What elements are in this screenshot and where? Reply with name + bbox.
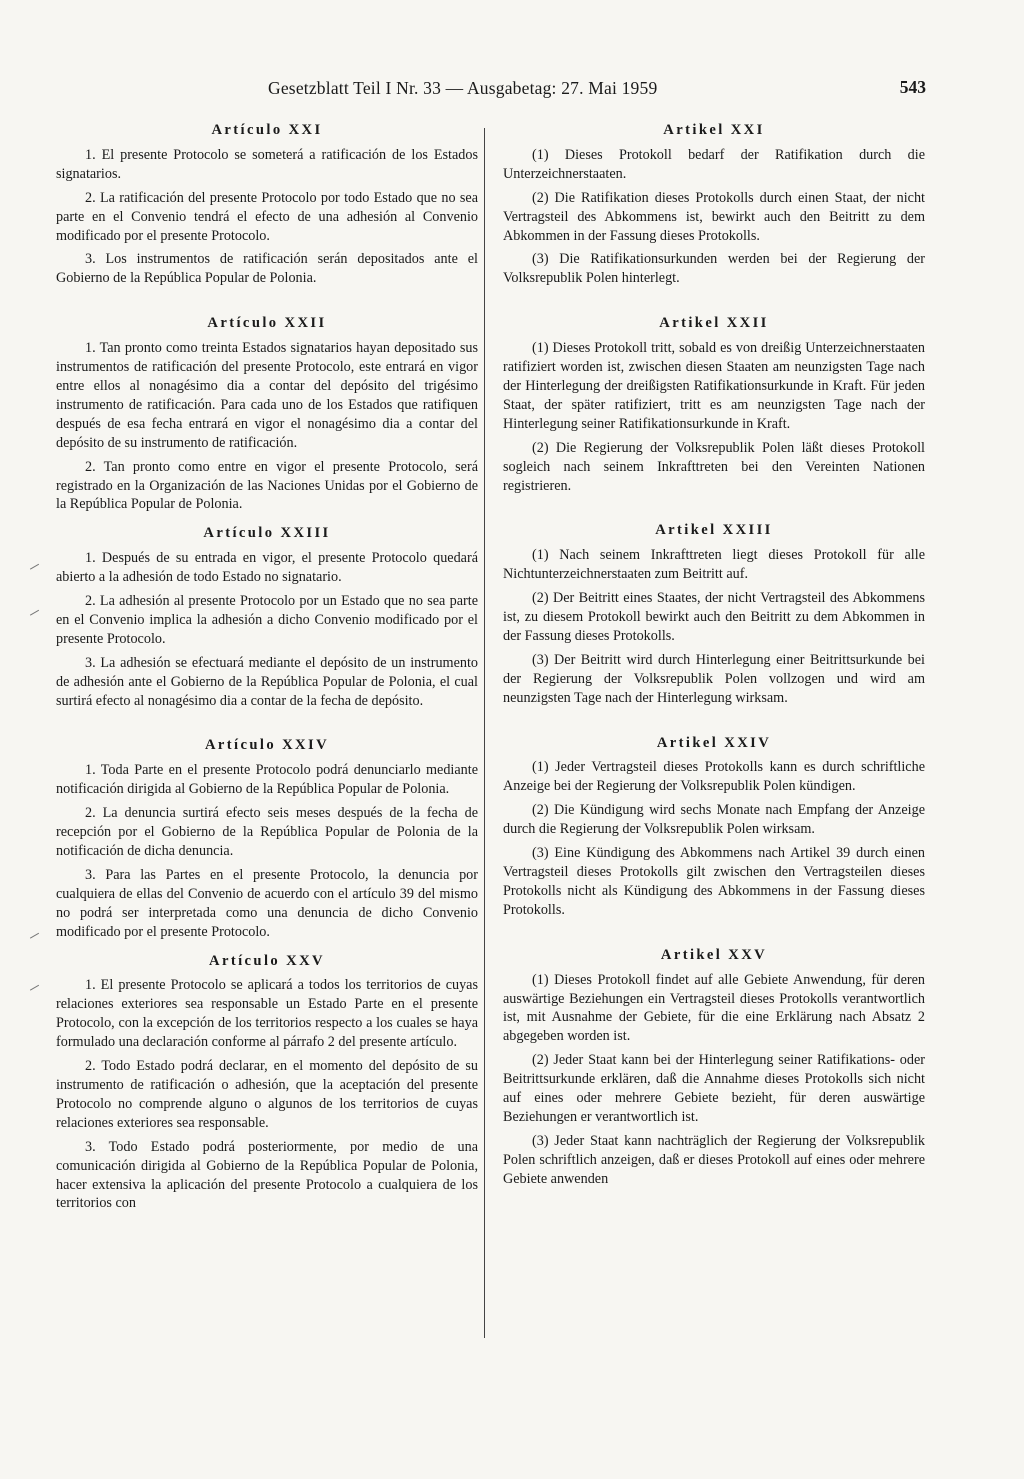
german-column bbox=[503, 121, 925, 1194]
article-heading: Artículo XXIV bbox=[204, 737, 330, 754]
article-paragraph: (3) Die Ratifikationsurkunden werden bei der Regierung der Volksrepublik Polen hinterlegt. bbox=[503, 251, 925, 287]
article-paragraph: (2) Die Ratifikation dieses Protokolls durch einen Staat, der nicht Vertragsteil des Abkommens ist, bewirkt auch den Beitritt zu dem Abkommen in der Fassung dieses Protokolls. bbox=[503, 189, 925, 244]
article-paragraph: (3) Eine Kündigung des Abkommens nach Artikel 39 durch einen Vertragsteil dieses Protokolls gilt zwischen den Vertragsteilen dieses Protokolls nicht als Kündigung des Abkommens in der Fassung dieses Protokolls. bbox=[503, 845, 925, 918]
margin-mark bbox=[30, 610, 40, 618]
articulo-xxiii bbox=[56, 524, 478, 710]
article-paragraph: (1) Jeder Vertragsteil dieses Protokolls kann es durch schriftliche Anzeige bei der Regierung der Volksrepublik Polen kündigen. bbox=[503, 759, 925, 795]
page-number: 543 bbox=[899, 77, 926, 97]
article-paragraph: 1. Toda Parte en el presente Protocolo podrá denunciarlo mediante notificación dirigida al Gobierno de la República Popular de Polonia. bbox=[56, 762, 478, 798]
article-paragraph: (2) Die Kündigung wird sechs Monate nach Empfang der Anzeige durch die Regierung der Volksrepublik Polen wirksam. bbox=[503, 802, 925, 838]
article-heading: Artikel XXIV bbox=[656, 734, 772, 751]
articulo-xxiv bbox=[56, 736, 478, 941]
artikel-xxv bbox=[503, 946, 925, 1189]
article-paragraph: (2) Jeder Staat kann bei der Hinterlegung seiner Ratifikations- oder Beitrittsurkunde erklären, daß die Annahme dieses Protokolls sich nicht auf eines oder mehrere Gebiete bezieht, für deren auswärtige Beziehungen er verantwortlich ist. bbox=[503, 1052, 925, 1125]
article-heading: Artículo XXV bbox=[209, 952, 325, 969]
article-heading: Artikel XXV bbox=[660, 946, 768, 963]
article-paragraph: 2. Tan pronto como entre en vigor el presente Protocolo, será registrado en la Organización de las Naciones Unidas por el Gobierno de la República Popular de Polonia. bbox=[56, 458, 478, 513]
header-title: Gesetzblatt Teil I Nr. 33 — Ausgabetag: 27. Mai 1959 bbox=[268, 78, 658, 98]
margin-mark bbox=[30, 985, 40, 993]
article-heading: Artículo XXII bbox=[207, 315, 327, 332]
article-paragraph: (1) Nach seinem Inkrafttreten liegt dieses Protokoll für alle Nichtunterzeichnerstaaten zum Beitritt auf. bbox=[503, 547, 925, 583]
articulo-xxi bbox=[56, 121, 478, 288]
article-paragraph: 1. Después de su entrada en vigor, el presente Protocolo quedará abierto a la adhesión de todo Estado no signatario. bbox=[56, 550, 478, 586]
page-header bbox=[56, 74, 926, 104]
article-paragraph: 3. Los instrumentos de ratificación serán depositados ante el Gobierno de la República Popular de Polonia. bbox=[56, 251, 478, 287]
article-paragraph: (3) Der Beitritt wird durch Hinterlegung einer Beitrittsurkunde bei der Regierung der Volksrepublik Polen vollzogen und wird am neunzigsten Tage nach der Hinterlegung wirksam. bbox=[503, 651, 925, 706]
artikel-xxii bbox=[503, 314, 925, 495]
margin-mark bbox=[30, 933, 40, 941]
article-paragraph: (1) Dieses Protokoll findet auf alle Gebiete Anwendung, für deren auswärtige Beziehungen ein Vertragsteil dieses Protokolls verantwortlich ist, mit Ausnahme der Gebiete, für die eine Erklärung nach Absatz 2 abgegeben worden ist. bbox=[503, 971, 925, 1045]
article-paragraph: 2. La ratificación del presente Protocolo por todo Estado que no sea parte en el Convenio tendrá el efecto de una adhesión al Convenio modificado por el presente Protocolo. bbox=[56, 189, 478, 244]
article-paragraph: 2. Todo Estado podrá declarar, en el momento del depósito de su instrumento de ratificación o adhesión, que la aceptación del presente Protocolo no comprende alguno o algunos de los territorios de cuyas relaciones exteriores sea responsable. bbox=[56, 1058, 478, 1131]
article-heading: Artikel XXIII bbox=[655, 522, 773, 539]
article-paragraph: (1) Dieses Protokoll bedarf der Ratifikation durch die Unterzeichnerstaaten. bbox=[503, 146, 925, 182]
article-paragraph: 2. La adhesión al presente Protocolo por un Estado que no sea parte en el Convenio implica la adhesión a dicho Convenio modificado por el presente Protocolo. bbox=[56, 593, 478, 647]
article-heading: Artikel XXII bbox=[659, 315, 769, 332]
articulo-xxv bbox=[56, 952, 478, 1214]
article-paragraph: (1) Dieses Protokoll tritt, sobald es von dreißig Unterzeichnerstaaten ratifiziert worden ist, zwischen diesen Staaten am neunzigsten Tage nach der Hinterlegung der dreißigsten Ratifikationsurkunde in Kraft. Für jeden Staat, der später ratifiziert, tritt es am neunzigsten Tage nach der Hinterlegung seiner Ratifikationsurkunde in Kraft. bbox=[503, 340, 925, 432]
article-paragraph: 1. Tan pronto como treinta Estados signatarios hayan depositado sus instrumentos de ratificación del presente Protocolo, este entrará en vigor entre ellos al nonagésimo dia a contar del depósito del trigésimo instrumento de ratificación. Para cada uno de los Estados que ratifiquen después de esa fecha entrará en vigor el nonagésimo dia a contar del depósito de su instrumento de ratificación. bbox=[56, 340, 478, 451]
article-paragraph: 1. El presente Protocolo se someterá a ratificación de los Estados signatarios. bbox=[56, 146, 478, 182]
article-paragraph: 3. Para las Partes en el presente Protocolo, la denuncia por cualquiera de ellas del Convenio de acuerdo con el artículo 39 del mismo no podrá ser interpretada como una denuncia de dicho Convenio modificado por el presente Protocolo. bbox=[56, 866, 478, 940]
artikel-xxi bbox=[503, 121, 925, 288]
column-divider bbox=[484, 128, 485, 1338]
article-paragraph: (2) Der Beitritt eines Staates, der nicht Vertragsteil des Abkommens ist, zu diesem Protokoll bewirkt auch den Beitritt zu dem Abkommen in der Fassung dieses Protokolls. bbox=[503, 590, 925, 644]
article-heading: Artículo XXI bbox=[211, 122, 323, 138]
article-paragraph: 3. La adhesión se efectuará mediante el depósito de un instrumento de adhesión ante el Gobierno de la República Popular de Polonia, el cual surtirá efecto al nonagésimo dia a contar de la fecha de depósito. bbox=[56, 654, 478, 709]
articulo-xxii bbox=[56, 314, 478, 514]
article-heading: Artikel XXI bbox=[663, 122, 765, 138]
article-heading: Artículo XXIII bbox=[203, 525, 331, 542]
article-paragraph: (2) Die Regierung der Volksrepublik Polen läßt dieses Protokoll sogleich nach seinem Inkrafttreten bei den Vereinten Nationen registrieren. bbox=[503, 439, 925, 494]
article-paragraph: (3) Jeder Staat kann nachträglich der Regierung der Volksrepublik Polen schriftlich anzeigen, daß er dieses Protokoll auf eines oder mehrere Gebiete anwenden bbox=[503, 1132, 925, 1187]
article-paragraph: 3. Todo Estado podrá posteriormente, por medio de una comunicación dirigida al Gobierno de la República Popular de Polonia, hacer extensiva la aplicación del presente Protocolo a cualquiera de los territorios con bbox=[56, 1138, 478, 1212]
spanish-column bbox=[56, 121, 478, 1218]
artikel-xxiv bbox=[503, 734, 925, 920]
article-paragraph: 2. La denuncia surtirá efecto seis meses después de la fecha de recepción por el Gobierno de la República Popular de Polonia de la notificación de dicha denuncia. bbox=[56, 805, 478, 859]
article-paragraph: 1. El presente Protocolo se aplicará a todos los territorios de cuyas relaciones exteriores sea responsable un Estado Parte en el presente Protocolo, con la excepción de los territorios respecto a los cuales se haya formulado una declaración conforme al párrafo 2 del presente artículo. bbox=[56, 977, 478, 1051]
artikel-xxiii bbox=[503, 521, 925, 707]
margin-mark bbox=[30, 564, 40, 572]
